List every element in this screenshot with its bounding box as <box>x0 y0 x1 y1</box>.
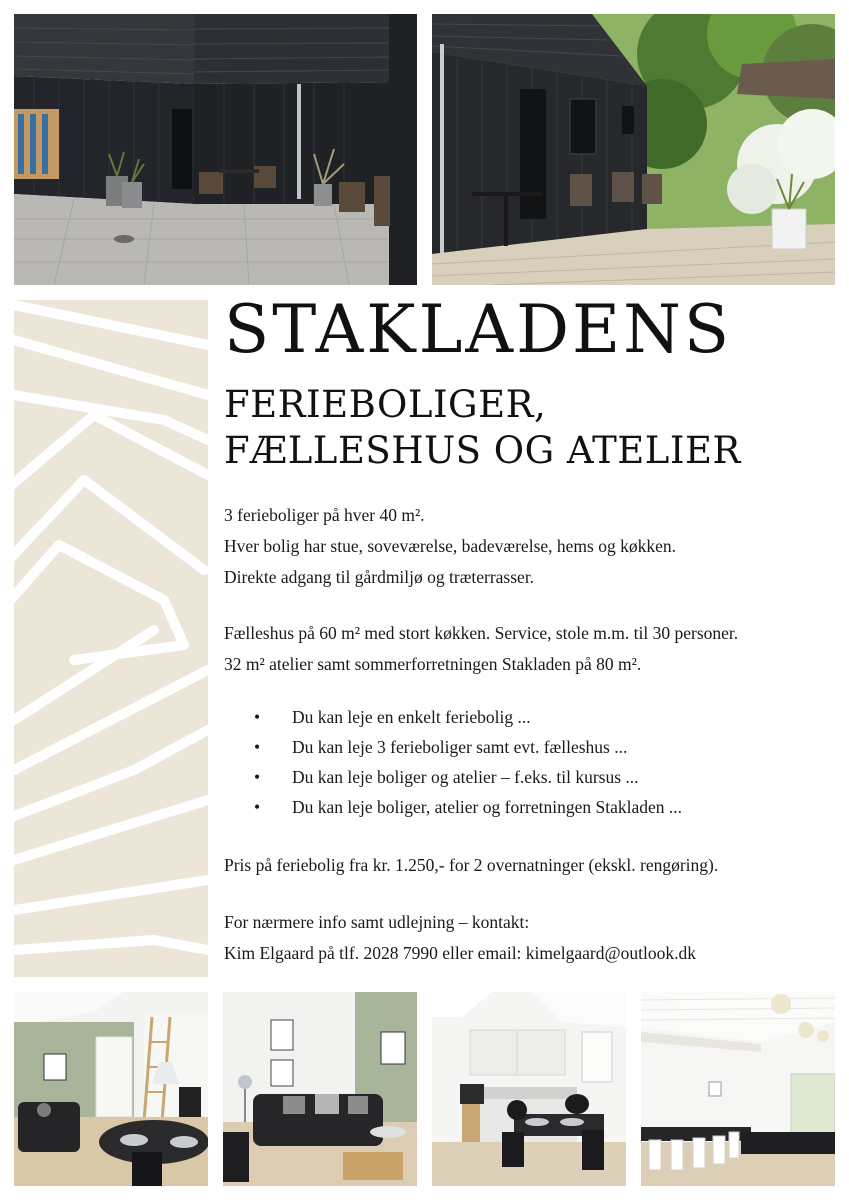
page-title: STAKLADENS <box>224 291 733 368</box>
facilities-section <box>224 618 836 680</box>
courtyard-photo <box>14 14 417 285</box>
facilities-line: Fælleshus på 60 m² med stort køkken. Service, stole m.m. til 30 personer. <box>224 623 739 643</box>
intro-line: Hver bolig har stue, soveværelse, badeværelse, hems og køkken. <box>224 536 676 556</box>
decorative-pattern <box>14 300 208 977</box>
intro-line: 3 ferieboliger på hver 40 m². <box>224 505 425 525</box>
list-item-text: Du kan leje 3 ferieboliger samt evt. fælleshus ... <box>292 737 628 757</box>
contact-section <box>224 907 836 969</box>
bullet-icon: • <box>254 737 261 757</box>
list-item <box>224 792 836 822</box>
terrace-photo <box>432 14 835 285</box>
main-text-block <box>224 290 836 969</box>
intro-section <box>224 500 836 593</box>
subtitle-line-2: FÆLLESHUS OG ATELIER <box>224 429 741 472</box>
bullet-icon: • <box>254 797 261 817</box>
facilities-line: 32 m² atelier samt sommerforretningen Stakladen på 80 m². <box>224 654 642 674</box>
subtitle-line-1: FERIEBOLIGER, <box>224 383 547 426</box>
living-room-photo <box>14 992 208 1186</box>
list-item <box>224 732 836 762</box>
common-house-photo <box>641 992 835 1186</box>
intro-line: Direkte adgang til gårdmiljø og træterrasser. <box>224 567 535 587</box>
bullet-icon: • <box>254 707 261 727</box>
kitchen-photo <box>432 992 626 1186</box>
contact-intro: For nærmere info samt udlejning – kontakt: <box>224 912 530 932</box>
list-item-text: Du kan leje boliger, atelier og forretningen Stakladen ... <box>292 797 682 817</box>
list-item-text: Du kan leje en enkelt feriebolig ... <box>292 707 531 727</box>
bullet-icon: • <box>254 767 261 787</box>
list-item <box>224 702 836 732</box>
page-subtitle <box>224 382 836 474</box>
list-item-text: Du kan leje boliger og atelier – f.eks. til kursus ... <box>292 767 639 787</box>
rental-options-list <box>224 702 836 822</box>
sofa-corner-photo <box>223 992 417 1186</box>
contact-details: Kim Elgaard på tlf. 2028 7990 eller email: kimelgaard@outlook.dk <box>224 943 696 963</box>
list-item <box>224 762 836 792</box>
price-info: Pris på feriebolig fra kr. 1.250,- for 2 overnatninger (ekskl. rengøring). <box>224 855 719 875</box>
